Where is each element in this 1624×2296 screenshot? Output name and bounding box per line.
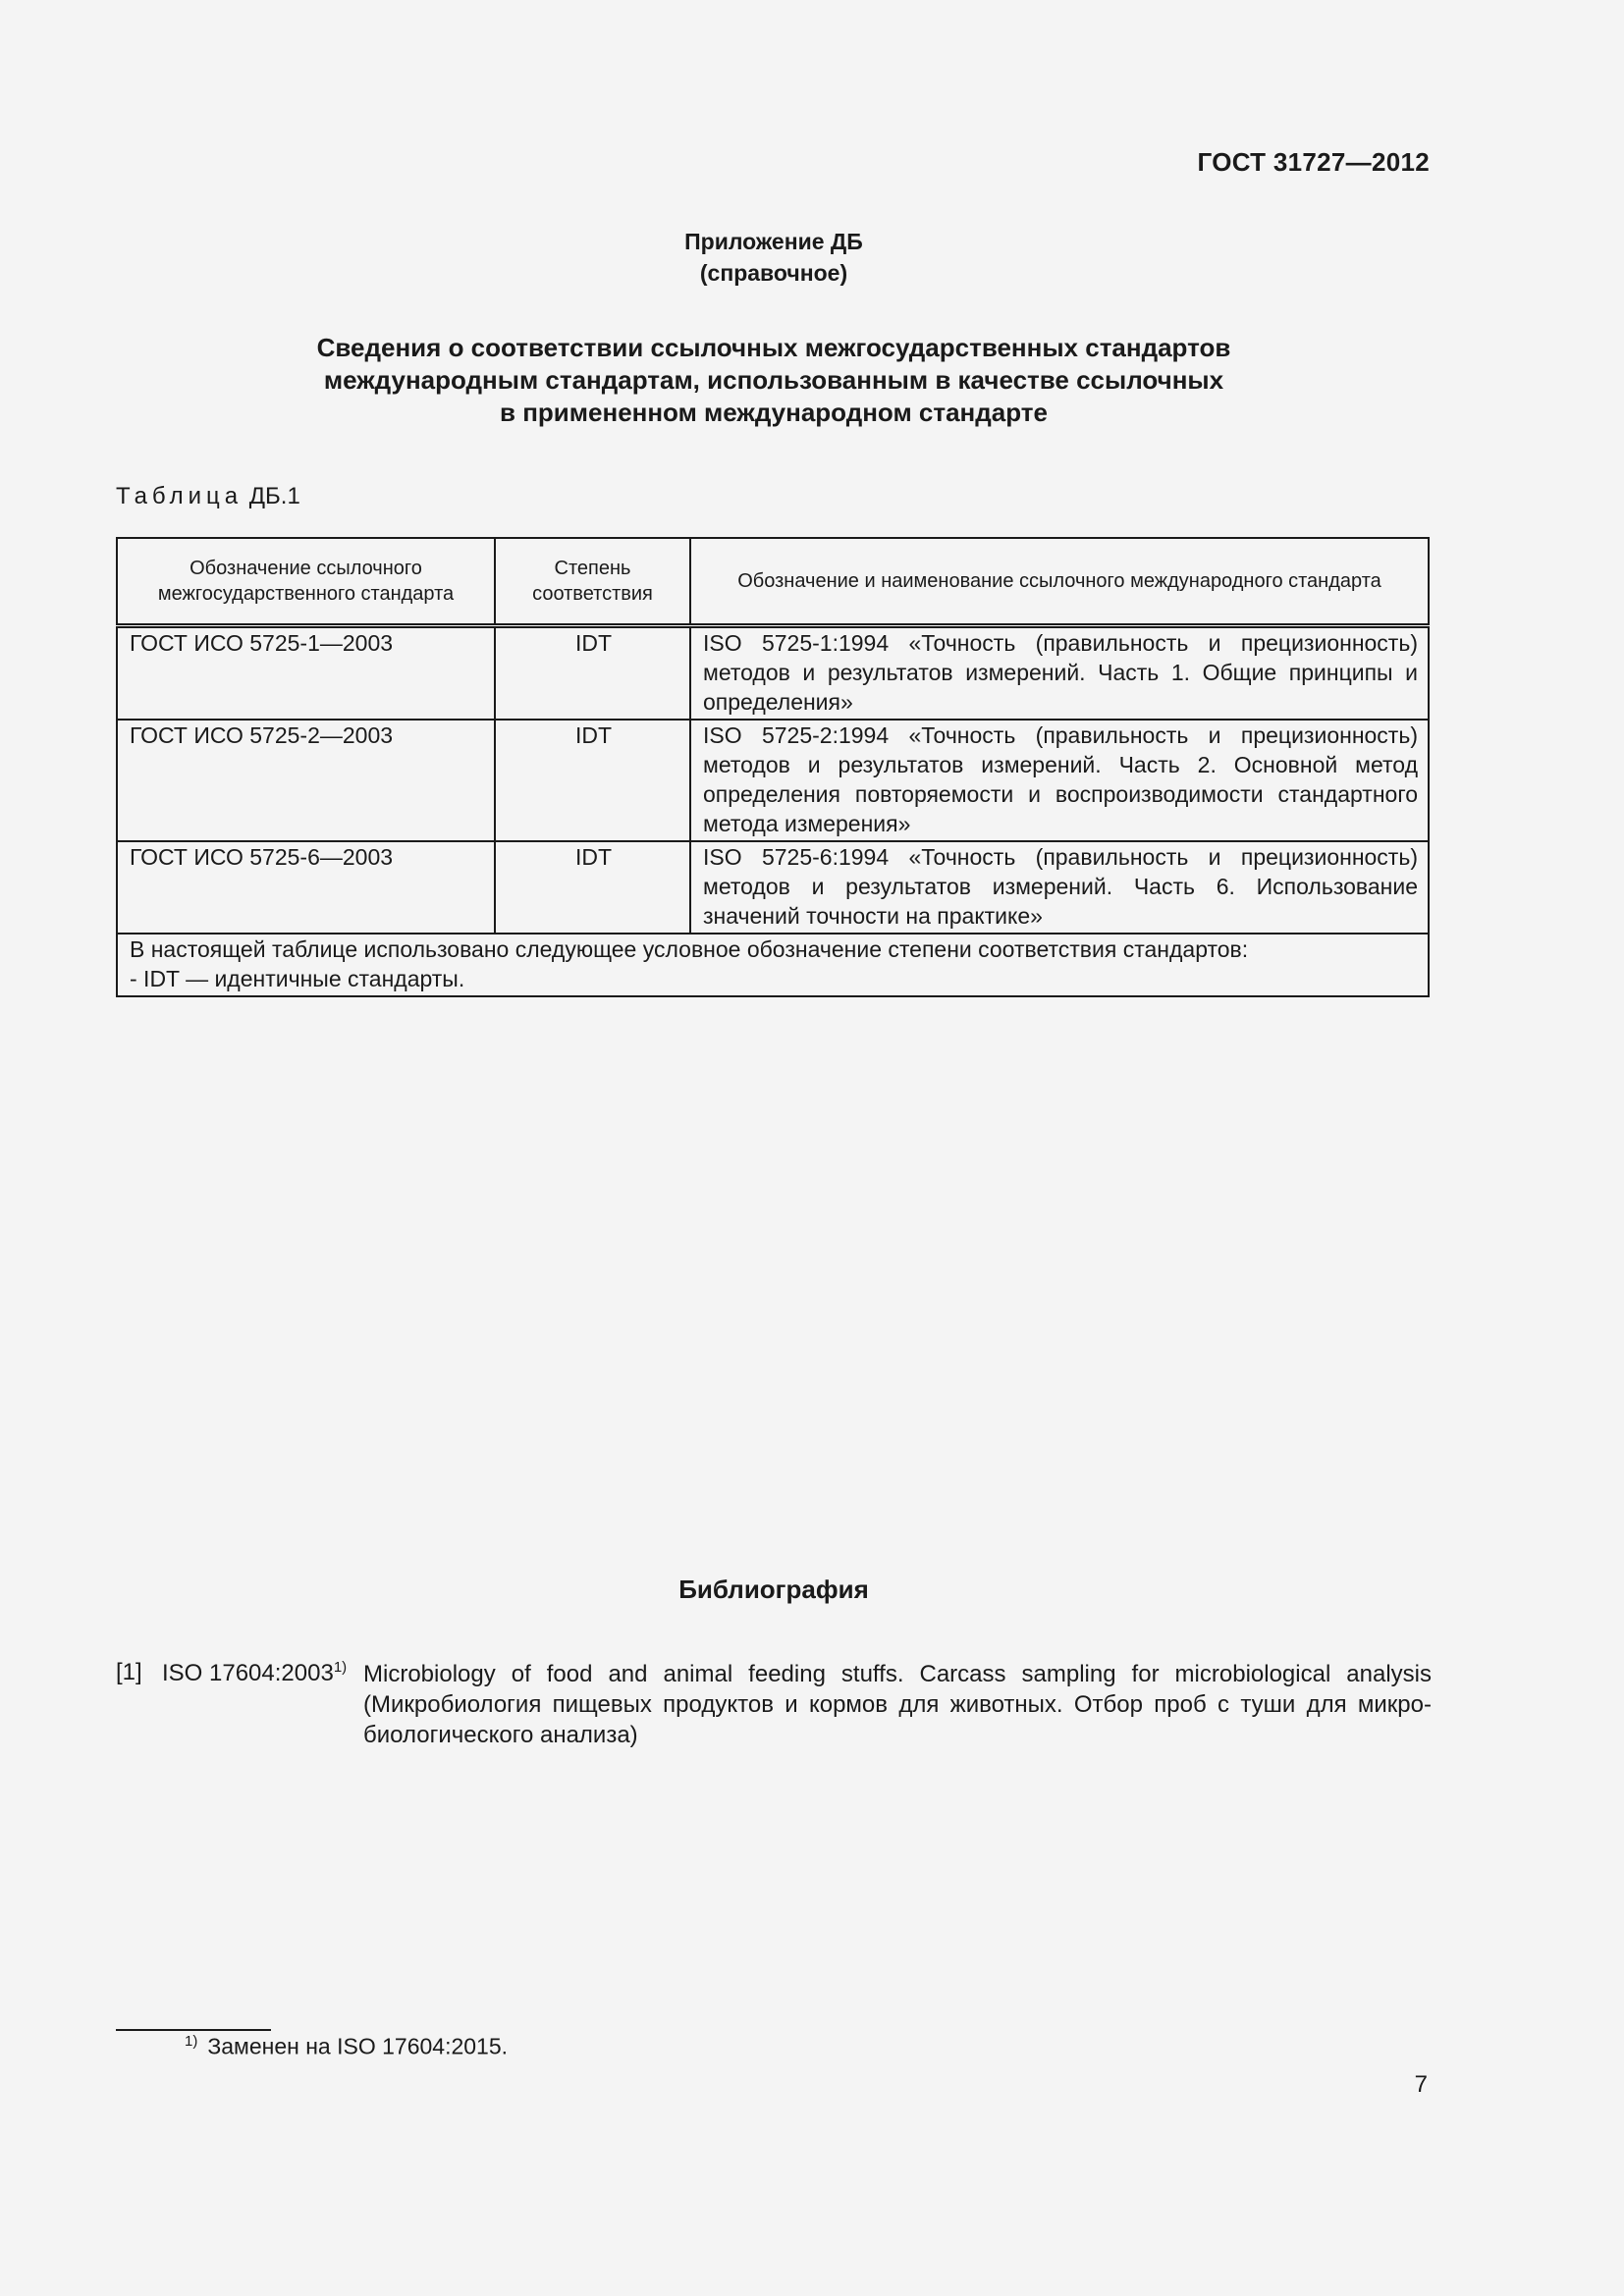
cell-degree: IDT: [495, 841, 690, 934]
reference-table: [116, 537, 1430, 997]
bibliography-title: Библиография: [678, 1575, 869, 1604]
cell-intl-standard: ISO 5725-1:1994 «Точность (правильность и прецизионность) методов и результатов измерений. Часть 1. Общие принципы и определения»: [690, 626, 1429, 721]
appendix-title: Приложение ДБ: [684, 229, 863, 254]
bibliography-item-code: [162, 1659, 347, 1687]
appendix-heading: [0, 332, 1547, 429]
appendix-heading-line: в примененном международном стандарте: [500, 398, 1048, 427]
bibliography-item-text: Microbiology of food and animal feeding stuffs. Carcass sampling for microbiological analysis (Микробиология пищевых продуктов и кормов для животных. Отбор проб с туши для микробиологического анализа): [363, 1661, 1432, 1748]
bibliography-item-code-text: ISO 17604:2003: [162, 1660, 334, 1686]
footnote: [185, 2033, 508, 2060]
cell-ref-standard: ГОСТ ИСО 5725-1—2003: [117, 626, 495, 721]
cell-degree: IDT: [495, 720, 690, 841]
appendix-heading-line: международным стандартам, использованным в качестве ссылочных: [323, 365, 1224, 395]
header-degree: Степень соответствия: [495, 538, 690, 626]
footnote-divider: [116, 2029, 271, 2031]
cell-ref-standard: ГОСТ ИСО 5725-2—2003: [117, 720, 495, 841]
table-row: [117, 626, 1429, 721]
footnote-mark: 1): [185, 2033, 198, 2050]
appendix-header: [0, 226, 1547, 289]
table-note-line: В настоящей таблице использовано следующее условное обозначение степени соответствия стандартов:: [130, 936, 1249, 962]
table-note-line: - IDT — идентичные стандарты.: [130, 966, 465, 991]
cell-ref-standard: ГОСТ ИСО 5725-6—2003: [117, 841, 495, 934]
table-header-row: [117, 538, 1429, 626]
document-id: ГОСТ 31727—2012: [1197, 147, 1430, 177]
appendix-heading-line: Сведения о соответствии ссылочных межгосударственных стандартов: [316, 333, 1231, 362]
bibliography-item-number: [1]: [116, 1659, 142, 1685]
header-ref-standard: Обозначение ссылочного межгосударственного стандарта: [117, 538, 495, 626]
footnote-reference: 1): [333, 1659, 348, 1676]
header-intl-standard: Обозначение и наименование ссылочного международного стандарта: [690, 538, 1429, 626]
appendix-subtitle: (справочное): [699, 260, 848, 286]
cell-degree: IDT: [495, 626, 690, 721]
cell-intl-standard: ISO 5725-2:1994 «Точность (правильность и прецизионность) методов и результатов измерений. Часть 2. Основной метод определения повторяемости и воспроизводимости стандартного метода измерения»: [690, 720, 1429, 841]
table-note-row: [117, 934, 1429, 996]
table-note: [117, 934, 1429, 996]
table-caption-number: ДБ.1: [248, 483, 300, 509]
table-row: [117, 720, 1429, 841]
page-number: 7: [1414, 2071, 1428, 2098]
cell-intl-standard: ISO 5725-6:1994 «Точность (правильность и прецизионность) методов и результатов измерений. Часть 6. Использование значений точности на практике»: [690, 841, 1429, 934]
table-row: [117, 841, 1429, 934]
table-caption: [116, 483, 300, 510]
table-caption-label: Таблица: [116, 483, 244, 509]
footnote-text: Заменен на ISO 17604:2015.: [207, 2033, 509, 2059]
